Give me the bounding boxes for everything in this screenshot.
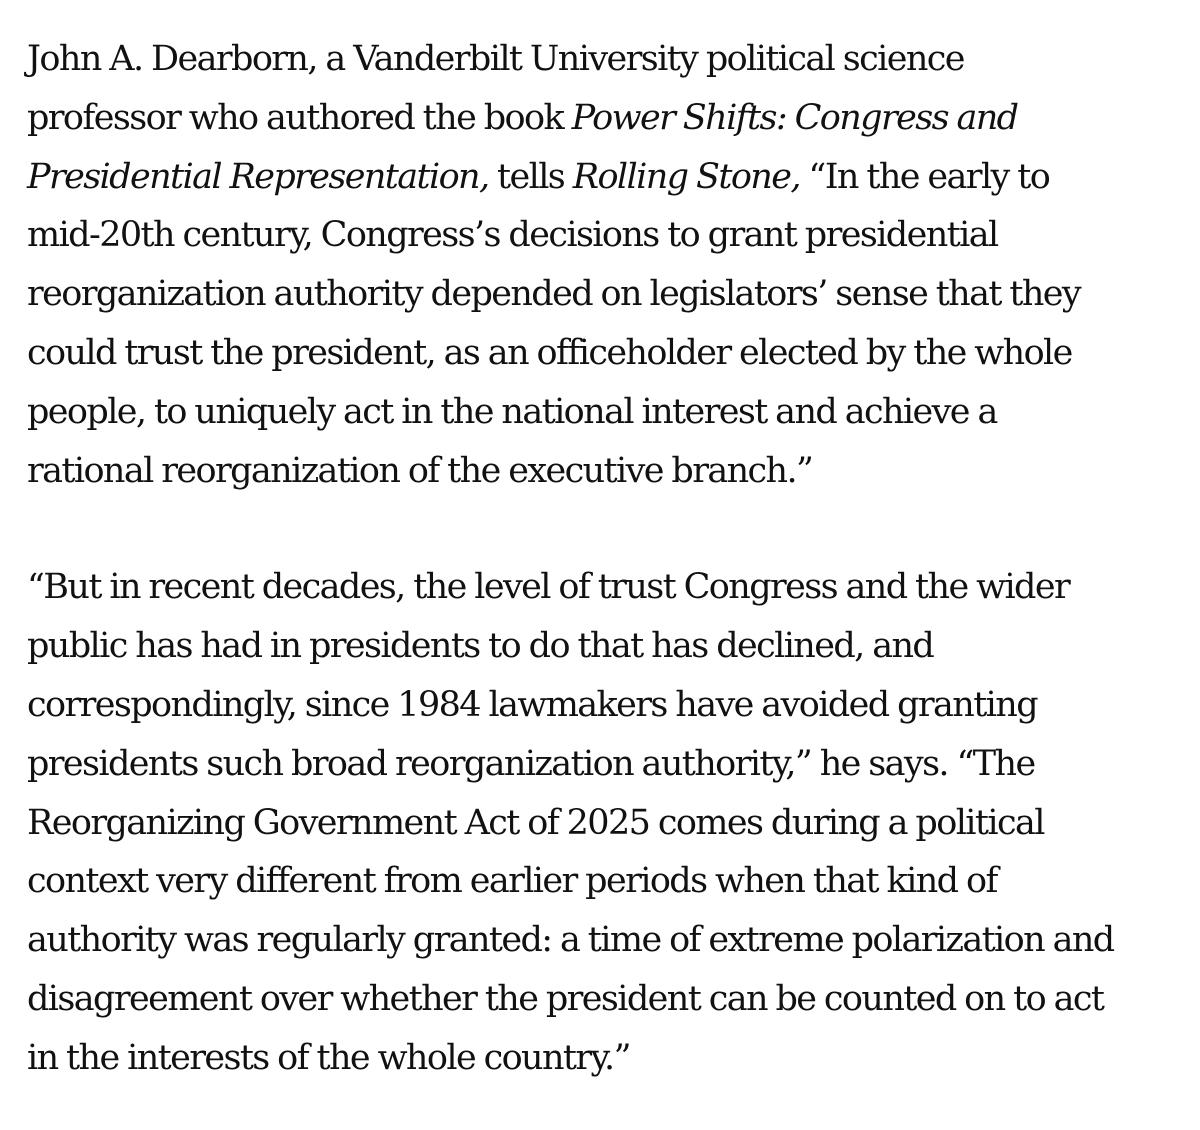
text-run: Reorganizing Government Act of 2025 comes during a political — [27, 802, 1044, 843]
text-run: reorganization authority depended on legislators’ sense that they — [27, 274, 1081, 315]
text-run: could trust the president, as an officeholder elected by the whole — [27, 332, 1072, 373]
text-run: mid-20th century, Congress’s decisions to grant presidential — [27, 215, 998, 256]
text-line — [27, 206, 1187, 265]
text-line — [27, 265, 1187, 324]
text-run: authority was regularly granted: a time of extreme polarization and — [27, 920, 1114, 961]
text-run: professor who authored the book — [27, 97, 572, 138]
text-run: presidents such broad reorganization authority,” he says. “The — [27, 743, 1035, 784]
text-line — [27, 794, 1187, 853]
text-line — [27, 1029, 1187, 1088]
text-line — [27, 442, 1187, 501]
book-title: Presidential Representation, — [27, 156, 489, 197]
text-line — [27, 617, 1187, 676]
text-run: people, to uniquely act in the national interest and achieve a — [27, 391, 997, 432]
text-run: correspondingly, since 1984 lawmakers have avoided granting — [27, 684, 1038, 725]
text-line — [27, 324, 1187, 383]
text-run: public has had in presidents to do that has declined, and — [27, 626, 934, 667]
text-line — [27, 558, 1187, 617]
text-run: “But in recent decades, the level of trust Congress and the wider — [27, 567, 1070, 608]
paragraph-dearborn-quote — [27, 30, 1187, 500]
publication-name: Rolling Stone, — [572, 156, 800, 197]
text-run: tells — [488, 156, 573, 197]
text-line — [27, 852, 1187, 911]
text-line — [27, 676, 1187, 735]
text-line — [27, 911, 1187, 970]
text-line — [27, 383, 1187, 442]
article-body — [27, 30, 1187, 1088]
text-run: “In the early to — [799, 156, 1050, 197]
text-run: John A. Dearborn, a Vanderbilt University political science — [27, 39, 964, 79]
book-title: Power Shifts: Congress and — [571, 97, 1018, 138]
text-run: in the interests of the whole country.” — [27, 1037, 630, 1078]
text-line — [27, 30, 1187, 89]
text-line — [27, 89, 1187, 148]
text-run: disagreement over whether the president can be counted on to act — [27, 978, 1104, 1019]
text-line — [27, 735, 1187, 794]
text-run: context very different from earlier periods when that kind of — [27, 861, 997, 902]
paragraph-recent-decades — [27, 558, 1187, 1087]
text-run: rational reorganization of the executive branch.” — [27, 450, 813, 491]
text-line — [27, 970, 1187, 1029]
text-line — [27, 148, 1187, 207]
